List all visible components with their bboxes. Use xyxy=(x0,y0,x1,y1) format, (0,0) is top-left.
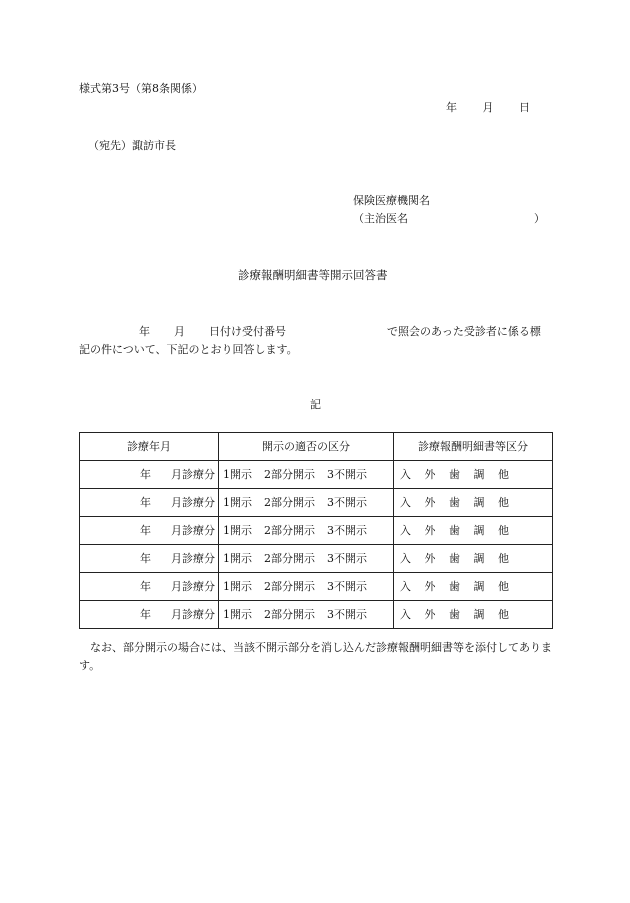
table-row xyxy=(80,545,553,573)
disclosure-option: 2部分開示 xyxy=(264,607,315,621)
category-option: 歯 xyxy=(449,579,460,593)
category-option: 入 xyxy=(400,495,411,509)
disclosure-option: 1開示 xyxy=(223,467,252,481)
table-row xyxy=(80,461,553,489)
period-cell xyxy=(80,489,219,517)
disclosure-option: 1開示 xyxy=(223,607,252,621)
category-cell xyxy=(394,601,553,629)
disclosure-option: 2部分開示 xyxy=(264,551,315,565)
disclosure-options-cell xyxy=(219,601,394,629)
category-option: 外 xyxy=(424,607,436,621)
note-text: なお、部分開示の場合には、当該不開示部分を消し込んだ診療報酬明細書等を添付してあります。 xyxy=(79,641,552,672)
disclosure-options-cell xyxy=(219,545,394,573)
intro-month: 月 xyxy=(174,325,185,338)
disclosure-option: 3不開示 xyxy=(327,467,367,481)
category-option: 外 xyxy=(424,523,436,537)
category-option: 歯 xyxy=(449,467,460,481)
category-option: 調 xyxy=(473,523,485,537)
category-option: 他 xyxy=(498,495,509,509)
category-option: 他 xyxy=(498,467,509,481)
disclosure-option: 3不開示 xyxy=(327,579,367,593)
category-cell xyxy=(394,461,553,489)
header-disclosure: 開示の適否の区分 xyxy=(219,433,394,461)
period-cell xyxy=(80,573,219,601)
date-month: 月 xyxy=(482,101,494,114)
category-option: 入 xyxy=(400,607,411,621)
category-cell xyxy=(394,573,553,601)
category-cell xyxy=(394,545,553,573)
disclosure-options-cell xyxy=(219,489,394,517)
period-month: 月診療分 xyxy=(171,579,215,593)
table-row xyxy=(80,489,553,517)
category-cell xyxy=(394,517,553,545)
table-row xyxy=(80,517,553,545)
disclosure-option: 3不開示 xyxy=(327,551,367,565)
date-day: 日 xyxy=(519,101,530,114)
table-row xyxy=(80,601,553,629)
category-option: 歯 xyxy=(449,495,460,509)
category-option: 調 xyxy=(473,551,485,565)
category-option: 調 xyxy=(473,579,485,593)
category-option: 調 xyxy=(473,607,485,621)
disclosure-option: 1開示 xyxy=(223,551,252,565)
intro-line2: 記の件について、下記のとおり回答します。 xyxy=(79,343,298,356)
disclosure-option: 2部分開示 xyxy=(264,523,315,537)
disclosure-option: 2部分開示 xyxy=(264,579,315,593)
category-option: 歯 xyxy=(449,523,460,537)
category-option: 入 xyxy=(400,523,411,537)
period-month: 月診療分 xyxy=(171,551,215,565)
period-year: 年 xyxy=(140,579,151,593)
disclosure-option: 3不開示 xyxy=(327,523,367,537)
period-month: 月診療分 xyxy=(171,495,215,509)
disclosure-options-cell xyxy=(219,517,394,545)
disclosure-options-cell xyxy=(219,461,394,489)
category-option: 入 xyxy=(400,579,411,593)
form-number: 様式第3号（第8条関係） xyxy=(79,82,203,95)
intro-tail: で照会のあった受診者に係る標 xyxy=(387,325,541,338)
category-option: 入 xyxy=(400,467,411,481)
disclosure-option: 3不開示 xyxy=(327,495,367,509)
category-option: 入 xyxy=(400,551,411,565)
period-year: 年 xyxy=(140,607,151,621)
disclosure-option: 3不開示 xyxy=(327,607,367,621)
header-period: 診療年月 xyxy=(80,433,219,461)
category-option: 外 xyxy=(424,495,436,509)
institution-name-label: 保険医療機関名 xyxy=(353,194,430,207)
period-cell xyxy=(80,545,219,573)
doctor-name-open: （主治医名 xyxy=(353,212,408,225)
ki-heading: 記 xyxy=(310,398,321,411)
addressee: （宛先）諏訪市長 xyxy=(88,139,176,152)
header-category: 診療報酬明細書等区分 xyxy=(394,433,553,461)
category-option: 外 xyxy=(424,467,436,481)
period-month: 月診療分 xyxy=(171,607,215,621)
period-cell xyxy=(80,461,219,489)
category-option: 歯 xyxy=(449,607,460,621)
disclosure-options-cell xyxy=(219,573,394,601)
period-year: 年 xyxy=(140,551,151,565)
disclosure-option: 1開示 xyxy=(223,579,252,593)
date-year: 年 xyxy=(446,101,457,114)
disclosure-table xyxy=(79,432,553,629)
category-option: 他 xyxy=(498,607,509,621)
category-option: 調 xyxy=(473,495,485,509)
intro-day-receipt: 日付け受付番号 xyxy=(209,325,286,338)
doctor-name-close: ） xyxy=(534,212,545,225)
disclosure-option: 2部分開示 xyxy=(264,467,315,481)
period-month: 月診療分 xyxy=(171,523,215,537)
disclosure-option: 1開示 xyxy=(223,523,252,537)
disclosure-option: 1開示 xyxy=(223,495,252,509)
category-option: 外 xyxy=(424,579,436,593)
document-title: 診療報酬明細書等開示回答書 xyxy=(238,268,388,282)
disclosure-option: 2部分開示 xyxy=(264,495,315,509)
category-option: 他 xyxy=(498,523,509,537)
category-cell xyxy=(394,489,553,517)
period-cell xyxy=(80,517,219,545)
period-year: 年 xyxy=(140,495,151,509)
date-header xyxy=(446,101,530,115)
category-option: 外 xyxy=(424,551,436,565)
intro-year: 年 xyxy=(139,325,150,338)
period-cell xyxy=(80,601,219,629)
category-option: 他 xyxy=(498,579,509,593)
period-year: 年 xyxy=(140,467,151,481)
table-row xyxy=(80,573,553,601)
category-option: 歯 xyxy=(449,551,460,565)
category-option: 調 xyxy=(473,467,485,481)
table-header-row xyxy=(80,433,553,461)
period-month: 月診療分 xyxy=(171,467,215,481)
period-year: 年 xyxy=(140,523,151,537)
category-option: 他 xyxy=(498,551,509,565)
